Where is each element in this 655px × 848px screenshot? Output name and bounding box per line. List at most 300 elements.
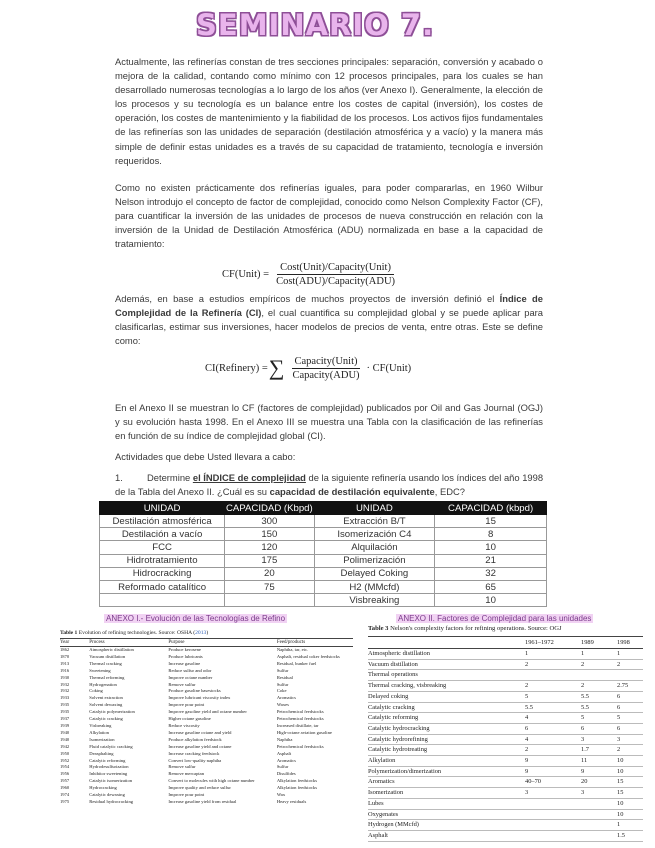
feed-cell: Asphalt bbox=[276, 750, 292, 756]
process-cell: Sweetening bbox=[89, 667, 111, 673]
unit-capacity-cell: 10 bbox=[435, 541, 547, 554]
purpose-cell: Produce lubricants bbox=[168, 653, 203, 659]
process-cell: Isomerization bbox=[89, 736, 115, 742]
feed-cell: Petrochemical feedstocks bbox=[276, 716, 324, 722]
factor-1998-cell: 2 bbox=[617, 745, 643, 756]
factor-1998-cell: 6 bbox=[617, 691, 643, 702]
factor-1961-cell: 2 bbox=[525, 659, 581, 670]
factor-1989-cell: 5 bbox=[581, 713, 617, 724]
feed-cell: Waxes bbox=[276, 702, 289, 708]
process-cell: Visbreaking bbox=[89, 722, 112, 728]
unit-name-cell: FCC bbox=[100, 541, 225, 554]
unit-capacity-cell: 32 bbox=[435, 567, 547, 580]
operation-cell: Alkylation bbox=[368, 756, 525, 767]
operation-cell: Thermal operations bbox=[368, 670, 525, 681]
year-cell: 1957 bbox=[60, 778, 70, 784]
unit-name-cell: Destilación atmosférica bbox=[100, 515, 225, 528]
factor-1989-cell: 2 bbox=[581, 659, 617, 670]
operation-cell: Atmospheric distillation bbox=[368, 649, 525, 660]
page-title: SEMINARIO 7. bbox=[196, 8, 435, 42]
purpose-cell: Reduce sulfur and odor bbox=[168, 667, 212, 673]
factor-1961-cell: 2 bbox=[525, 681, 581, 692]
factor-1998-cell: 15 bbox=[617, 788, 643, 799]
annex1-table-block bbox=[60, 630, 353, 806]
factor-1989-cell: 5.5 bbox=[581, 691, 617, 702]
annex1-caption-link: 2013 bbox=[195, 630, 207, 636]
factor-1961-cell: 9 bbox=[525, 756, 581, 767]
unit-name-cell: Reformado catalítico bbox=[100, 580, 225, 593]
table-row bbox=[368, 777, 643, 788]
factor-1961-cell: 3 bbox=[525, 788, 581, 799]
unit-name-cell: Hidrotratamiento bbox=[100, 554, 225, 567]
purpose-cell: Improve pour point bbox=[168, 792, 205, 798]
year-cell: 1952 bbox=[60, 757, 70, 763]
feed-cell: Coke bbox=[276, 688, 287, 694]
paragraph-3-text-b: , el cual cuantifica su complejidad global y se puede aplicar para clasificarlas, estimar sus inversiones, hacer modelos de precios de venta, entre otras. Este se define como: bbox=[115, 307, 543, 347]
annex2-table bbox=[368, 636, 643, 842]
factor-1989-cell: 20 bbox=[581, 777, 617, 788]
year-cell: 1956 bbox=[60, 771, 70, 777]
factor-1998-cell: 1 bbox=[617, 649, 643, 660]
table-row bbox=[60, 751, 353, 758]
feed-cell: Sulfur bbox=[276, 667, 289, 673]
table-row bbox=[60, 799, 353, 806]
annex2-header-1998: 1998 bbox=[617, 637, 643, 649]
question-number: 1. bbox=[115, 472, 123, 483]
year-cell: 1932 bbox=[60, 688, 70, 694]
annex2-header-row bbox=[368, 637, 643, 649]
year-cell: 1975 bbox=[60, 798, 70, 804]
factor-1989-cell: 3 bbox=[581, 734, 617, 745]
sigma-symbol: ∑ bbox=[268, 355, 285, 380]
process-cell: Residual hydrocracking bbox=[89, 798, 134, 804]
purpose-cell: Improve gasoline yield and octane number bbox=[168, 709, 247, 715]
factor-1989-cell: 3 bbox=[581, 788, 617, 799]
question-text-c: , EDC? bbox=[434, 486, 465, 497]
purpose-cell: Reduce viscosity bbox=[168, 722, 200, 728]
year-cell: 1940 bbox=[60, 729, 70, 735]
factor-1998-cell: 15 bbox=[617, 777, 643, 788]
year-cell: 1937 bbox=[60, 716, 70, 722]
paragraph-3-bold: Índice de Complejidad de la Refinería (CI) bbox=[115, 293, 543, 319]
year-cell: 1974 bbox=[60, 792, 70, 798]
process-cell: Fluid catalytic cracking bbox=[89, 743, 133, 749]
table-row bbox=[60, 661, 353, 668]
feed-cell: Petrochemical feedstocks bbox=[276, 709, 324, 715]
factor-1998-cell: 2.75 bbox=[617, 681, 643, 692]
table-row bbox=[60, 716, 353, 723]
unit-capacity-cell: 20 bbox=[225, 567, 314, 580]
annex1-header-feed: Feed/products bbox=[277, 639, 353, 647]
purpose-cell: Increase gasoline bbox=[168, 660, 201, 666]
cf-numerator: Cost(Unit)/Capacity(Unit) bbox=[277, 262, 394, 275]
table-row bbox=[100, 528, 547, 541]
annex2-caption-bold: Table 3 bbox=[368, 625, 389, 632]
unit-name-cell: Destilación a vacío bbox=[100, 528, 225, 541]
table-row bbox=[60, 737, 353, 744]
unit-name-cell: Hidrocracking bbox=[100, 567, 225, 580]
annex1-header-year: Year bbox=[60, 639, 89, 647]
unit-name-cell: Alquilación bbox=[314, 541, 435, 554]
feed-cell: Heavy residuals bbox=[276, 798, 307, 804]
purpose-cell: Remove sulfur bbox=[168, 681, 196, 687]
annex2-table-caption bbox=[368, 625, 643, 633]
table-row bbox=[60, 668, 353, 675]
paragraph-3 bbox=[115, 292, 543, 348]
ci-paragraph bbox=[115, 292, 543, 348]
year-cell: 1935 bbox=[60, 709, 70, 715]
factor-1998-cell: 5 bbox=[617, 713, 643, 724]
factor-1961-cell: 4 bbox=[525, 734, 581, 745]
operation-cell: Delayed coking bbox=[368, 691, 525, 702]
factor-1989-cell: 2 bbox=[581, 681, 617, 692]
nelson-paragraph bbox=[115, 181, 543, 251]
unit-name-cell: Extracción B/T bbox=[314, 515, 435, 528]
table-row bbox=[368, 745, 643, 756]
year-cell: 1942 bbox=[60, 743, 70, 749]
operation-cell: Catalytic reforming bbox=[368, 713, 525, 724]
process-cell: Hydrodesulfurization bbox=[89, 764, 129, 770]
purpose-cell: Produce alkylation feedstock bbox=[168, 736, 222, 742]
feed-cell: Sulfur bbox=[276, 681, 289, 687]
table-row bbox=[60, 730, 353, 737]
unit-name-cell: Isomerización C4 bbox=[314, 528, 435, 541]
annex1-caption: ANEXO I.- Evolución de las Tecnologías de Refino bbox=[106, 614, 286, 623]
factor-1998-cell: 2 bbox=[617, 659, 643, 670]
operation-cell: Polymerization/dimerization bbox=[368, 766, 525, 777]
question-1 bbox=[115, 471, 555, 499]
question-bold-a: el ÍNDICE de complejidad bbox=[192, 472, 306, 483]
purpose-cell: Produce gasoline basestocks bbox=[168, 688, 221, 694]
purpose-cell: Convert low-quality naphtha bbox=[168, 757, 222, 763]
table-row bbox=[60, 654, 353, 661]
table-row bbox=[100, 515, 547, 528]
purpose-cell: Increase cracking feedstock bbox=[168, 750, 220, 756]
ci-formula bbox=[205, 355, 411, 381]
factor-1961-cell: 2 bbox=[525, 745, 581, 756]
table-row bbox=[60, 682, 353, 689]
unit-capacity-cell: 65 bbox=[435, 580, 547, 593]
process-cell: Thermal reforming bbox=[89, 674, 125, 680]
activities-heading: Actividades que debe Usted llevara a cabo: bbox=[115, 451, 296, 462]
unit-capacity-cell bbox=[225, 594, 314, 607]
table-row bbox=[60, 723, 353, 730]
feed-cell: Sulfur bbox=[276, 764, 289, 770]
question-text-b: de la siguiente refinería usando los índices del año 1998 de la Tabla del Anexo II. ¿Cuál es su bbox=[115, 472, 544, 497]
intro-paragraph bbox=[115, 55, 543, 168]
factor-1989-cell: 9 bbox=[581, 766, 617, 777]
factor-1989-cell bbox=[581, 798, 617, 809]
unit-capacity-cell: 21 bbox=[435, 554, 547, 567]
unit-capacity-cell: 120 bbox=[225, 541, 314, 554]
operation-cell: Thermal cracking, visbreaking bbox=[368, 681, 525, 692]
table-row bbox=[60, 675, 353, 682]
process-cell: Catalytic isomerization bbox=[89, 778, 133, 784]
year-cell: 1954 bbox=[60, 764, 70, 770]
annex2-table-block bbox=[368, 625, 643, 842]
table-row bbox=[60, 695, 353, 702]
annex1-table-caption bbox=[60, 630, 353, 636]
factor-1998-cell: 1.5 bbox=[617, 830, 643, 841]
factor-1961-cell: 4 bbox=[525, 713, 581, 724]
feed-cell: Alkylation feedstocks bbox=[276, 785, 317, 791]
annex1-header-row bbox=[60, 639, 353, 647]
header-capacidad-2: CAPACIDAD (kbpd) bbox=[435, 502, 547, 515]
table-row bbox=[368, 681, 643, 692]
factor-1961-cell: 1 bbox=[525, 649, 581, 660]
table-row bbox=[60, 764, 353, 771]
table-row bbox=[100, 580, 547, 593]
factor-1961-cell bbox=[525, 820, 581, 831]
factor-1961-cell: 9 bbox=[525, 766, 581, 777]
header-unidad-1: UNIDAD bbox=[100, 502, 225, 515]
unit-name-cell: Visbreaking bbox=[314, 594, 435, 607]
table-row bbox=[60, 744, 353, 751]
annex2-header-blank bbox=[368, 637, 525, 649]
factor-1989-cell bbox=[581, 809, 617, 820]
paragraph-2: Como no existen prácticamente dos refinerías iguales, para poder compararlas, en 1960 Wilbur Nelson introdujo el concepto de factor de complejidad, conocido como Nelson Complexity Factor (CF), para cuantificar la inversión de las unidades de procesos de nueva construcción en relación con la inversión de la Unidad de Destilación Atmosférica (ADU) normalizada en base a la capacidad de tratamiento: bbox=[115, 182, 543, 250]
feed-cell: High-octane aviation gasoline bbox=[276, 729, 332, 735]
annex1-caption-text: Evolution of refining technologies. Source: OSHA ( bbox=[77, 630, 196, 636]
unit-capacity-cell: 175 bbox=[225, 554, 314, 567]
table-row bbox=[100, 554, 547, 567]
factor-1998-cell bbox=[617, 670, 643, 681]
factor-1989-cell bbox=[581, 820, 617, 831]
feed-cell: Aromatics bbox=[276, 695, 296, 701]
annex2-header-1989: 1989 bbox=[581, 637, 617, 649]
annex2-caption-text: Nelson's complexity factors for refining operations. Source: OGJ bbox=[388, 625, 562, 632]
factor-1989-cell: 5.5 bbox=[581, 702, 617, 713]
purpose-cell: Improve octane number bbox=[168, 674, 213, 680]
unit-capacity-cell: 15 bbox=[435, 515, 547, 528]
table-row bbox=[368, 723, 643, 734]
table-row bbox=[368, 659, 643, 670]
year-cell: 1932 bbox=[60, 681, 70, 687]
table-row bbox=[60, 702, 353, 709]
factor-1961-cell: 5 bbox=[525, 691, 581, 702]
operation-cell: Catalytic hydrorefining bbox=[368, 734, 525, 745]
table-row bbox=[60, 771, 353, 778]
ci-denominator: Capacity(ADU) bbox=[292, 369, 360, 381]
operation-cell: Asphalt bbox=[368, 830, 525, 841]
process-cell: Catalytic cracking bbox=[89, 716, 123, 722]
question-bold-b: capacidad de destilación equivalente bbox=[269, 486, 435, 497]
year-cell: 1950 bbox=[60, 750, 70, 756]
purpose-cell: Improve pour point bbox=[168, 702, 205, 708]
purpose-cell: Increase gasoline octane and yield bbox=[168, 729, 232, 735]
operation-cell: Catalytic hydrotreating bbox=[368, 745, 525, 756]
unit-capacity-cell: 8 bbox=[435, 528, 547, 541]
factor-1989-cell: 1 bbox=[581, 649, 617, 660]
factor-1998-cell: 10 bbox=[617, 809, 643, 820]
operation-cell: Catalytic hydrocracking bbox=[368, 723, 525, 734]
factor-1961-cell bbox=[525, 798, 581, 809]
feed-cell: Wax bbox=[276, 792, 286, 798]
factor-1961-cell: 6 bbox=[525, 723, 581, 734]
unit-name-cell bbox=[100, 594, 225, 607]
factor-1989-cell: 11 bbox=[581, 756, 617, 767]
process-cell: Catalytic dewaxing bbox=[89, 792, 125, 798]
table-row bbox=[368, 670, 643, 681]
feed-cell: Increased distillate, tar bbox=[276, 722, 319, 728]
ci-fraction bbox=[289, 356, 362, 381]
year-cell: 1862 bbox=[60, 647, 70, 652]
table-row bbox=[368, 798, 643, 809]
purpose-cell: Higher octane gasoline bbox=[168, 716, 211, 722]
table-row bbox=[60, 778, 353, 785]
year-cell: 1916 bbox=[60, 667, 70, 673]
unit-name-cell: Delayed Coking bbox=[314, 567, 435, 580]
feed-cell: Naphtha, tar, etc. bbox=[276, 647, 309, 652]
units-table bbox=[99, 501, 547, 607]
purpose-cell: Increase gasoline yield from residual bbox=[168, 798, 237, 804]
process-cell: Catalytic reforming bbox=[89, 757, 126, 763]
table-row bbox=[368, 809, 643, 820]
process-cell: Alkylation bbox=[89, 729, 109, 735]
year-cell: 1933 bbox=[60, 695, 70, 701]
question-text-a: Determine bbox=[147, 472, 193, 483]
process-cell: Catalytic polymerization bbox=[89, 709, 135, 715]
purpose-cell: Increase gasoline yield and octane bbox=[168, 743, 232, 749]
table-row bbox=[368, 713, 643, 724]
table-row bbox=[368, 702, 643, 713]
year-cell: 1913 bbox=[60, 660, 70, 666]
unit-name-cell: Polimerización bbox=[314, 554, 435, 567]
ci-formula-lhs: CI(Refinery) = bbox=[205, 362, 268, 374]
annex1-table bbox=[60, 638, 353, 806]
table-row bbox=[368, 756, 643, 767]
factor-1989-cell bbox=[581, 670, 617, 681]
paragraph-4: En el Anexo II se muestran lo CF (factores de complejidad) publicados por Oil and Gas Journal (OGJ) y su evolución hasta 1998. En el Anexo III se muestra una Tabla con la clasificación de las refinerías en función de su índice de complejidad global (CI). bbox=[115, 402, 543, 442]
paragraph-3-text-a: Además, en base a estudios empíricos de muchos proyectos de inversión definió el bbox=[115, 293, 500, 304]
feed-cell: Alkylation feedstocks bbox=[276, 778, 317, 784]
table-row bbox=[100, 567, 547, 580]
annex1-caption-bold: Table 1 bbox=[60, 630, 78, 636]
cf-formula bbox=[222, 262, 402, 287]
header-unidad-2: UNIDAD bbox=[314, 502, 435, 515]
purpose-cell: Improve quality and reduce sulfur bbox=[168, 785, 231, 791]
factor-1961-cell bbox=[525, 809, 581, 820]
feed-cell: Naphtha bbox=[276, 736, 293, 742]
ci-numerator: Capacity(Unit) bbox=[292, 356, 361, 369]
annex1-caption-end: ) bbox=[206, 630, 209, 636]
purpose-cell: Convert to molecules with high octane number bbox=[168, 778, 255, 784]
operation-cell: Oxygenates bbox=[368, 809, 525, 820]
factor-1989-cell bbox=[581, 830, 617, 841]
purpose-cell: Produce kerosene bbox=[168, 647, 201, 652]
unit-capacity-cell: 75 bbox=[225, 580, 314, 593]
paragraph-1: Actualmente, las refinerías constan de tres secciones principales: separación, conversión y acabado o mejora de la calidad, contando como mínimo con 12 procesos principales, para los cuales se han desarrollado numerosas tecnologías a lo largo de los años (ver Anexo I). Generalmente, la elección de los procesos y su tecnología es un balance entre los costes de capital (inversión), los costes de operación, los costes de mantenimiento y la fiabilidad de los procesos. Los activos fijos fundamentales de las refinerías son las unidades de separación (destilación atmosférica y a vacío) y la manera más simple de definir estas unidades es a través de su capacidad de tratamiento, tecnología e inversión requeridos. bbox=[115, 56, 543, 166]
process-cell: Thermal cracking bbox=[89, 660, 122, 666]
unit-capacity-cell: 300 bbox=[225, 515, 314, 528]
factor-1998-cell: 10 bbox=[617, 798, 643, 809]
feed-cell: Petrochemical feedstocks bbox=[276, 743, 324, 749]
purpose-cell: Remove mercaptan bbox=[168, 771, 204, 777]
table-row bbox=[60, 709, 353, 716]
factor-1998-cell: 10 bbox=[617, 756, 643, 767]
factor-1998-cell: 6 bbox=[617, 702, 643, 713]
year-cell: 1870 bbox=[60, 653, 70, 659]
operation-cell: Hydrogen (MMcfd) bbox=[368, 820, 525, 831]
ci-formula-rhs: · CF(Unit) bbox=[366, 362, 412, 374]
table-row bbox=[60, 792, 353, 799]
table-row bbox=[368, 649, 643, 660]
process-cell: Inhibitor sweetening bbox=[89, 771, 128, 777]
cf-formula-lhs: CF(Unit) = bbox=[222, 269, 270, 280]
feed-cell: Residual bbox=[276, 674, 293, 680]
process-cell: Vacuum distillation bbox=[89, 653, 126, 659]
process-cell: Hydrogenation bbox=[89, 681, 117, 687]
table-row bbox=[368, 766, 643, 777]
table-row bbox=[368, 820, 643, 831]
annex2-header-1961: 1961–1972 bbox=[525, 637, 581, 649]
header-capacidad-1: CAPACIDAD (Kbpd) bbox=[225, 502, 313, 514]
feed-cell: Aromatics bbox=[276, 757, 296, 763]
annex1-header-purpose: Purpose bbox=[168, 639, 276, 647]
annex2-caption: ANEXO II. Factores de Complejidad para las unidades bbox=[398, 614, 592, 623]
process-cell: Coking bbox=[89, 688, 103, 694]
process-cell: Atmospheric distillation bbox=[89, 647, 134, 652]
year-cell: 1940 bbox=[60, 736, 70, 742]
factor-1998-cell: 3 bbox=[617, 734, 643, 745]
table-row bbox=[100, 541, 547, 554]
table-row bbox=[368, 788, 643, 799]
operation-cell: Vacuum distillation bbox=[368, 659, 525, 670]
cf-fraction bbox=[273, 262, 398, 287]
process-cell: Solvent dewaxing bbox=[89, 702, 123, 708]
table-row bbox=[60, 758, 353, 765]
annex1-header-process: Process bbox=[89, 639, 168, 647]
feed-cell: Disulfides bbox=[276, 771, 296, 777]
factor-1998-cell: 1 bbox=[617, 820, 643, 831]
purpose-cell: Improve lubricant viscosity index bbox=[168, 695, 231, 701]
purpose-cell: Remove sulfur bbox=[168, 764, 196, 770]
factor-1998-cell: 6 bbox=[617, 723, 643, 734]
operation-cell: Lubes bbox=[368, 798, 525, 809]
table-row bbox=[100, 594, 547, 607]
process-cell: Solvent extraction bbox=[89, 695, 123, 701]
feed-cell: Asphalt, residual coker feedstocks bbox=[276, 653, 340, 659]
units-table-header bbox=[100, 502, 547, 515]
table-row bbox=[368, 734, 643, 745]
unit-name-cell: H2 (MMcfd) bbox=[314, 580, 435, 593]
table-row bbox=[60, 688, 353, 695]
year-cell: 1939 bbox=[60, 722, 70, 728]
operation-cell: Aromatics bbox=[368, 777, 525, 788]
operation-cell: Isomerization bbox=[368, 788, 525, 799]
factor-1961-cell bbox=[525, 830, 581, 841]
factor-1998-cell: 10 bbox=[617, 766, 643, 777]
table-row bbox=[368, 830, 643, 841]
factor-1989-cell: 1.7 bbox=[581, 745, 617, 756]
year-cell: 1930 bbox=[60, 674, 70, 680]
table-row bbox=[60, 647, 353, 654]
cf-denominator: Cost(ADU)/Capacity(ADU) bbox=[276, 276, 396, 287]
year-cell: 1960 bbox=[60, 785, 70, 791]
unit-capacity-cell: 150 bbox=[225, 528, 314, 541]
annex-paragraph bbox=[115, 401, 543, 443]
operation-cell: Catalytic cracking bbox=[368, 702, 525, 713]
process-cell: Deasphalting bbox=[89, 750, 114, 756]
factor-1961-cell bbox=[525, 670, 581, 681]
year-cell: 1935 bbox=[60, 702, 70, 708]
unit-capacity-cell: 10 bbox=[435, 594, 547, 607]
factor-1989-cell: 6 bbox=[581, 723, 617, 734]
feed-cell: Residual, bunker fuel bbox=[276, 660, 317, 666]
factor-1961-cell: 40–70 bbox=[525, 777, 581, 788]
process-cell: Hydrocracking bbox=[89, 785, 117, 791]
factor-1961-cell: 5.5 bbox=[525, 702, 581, 713]
